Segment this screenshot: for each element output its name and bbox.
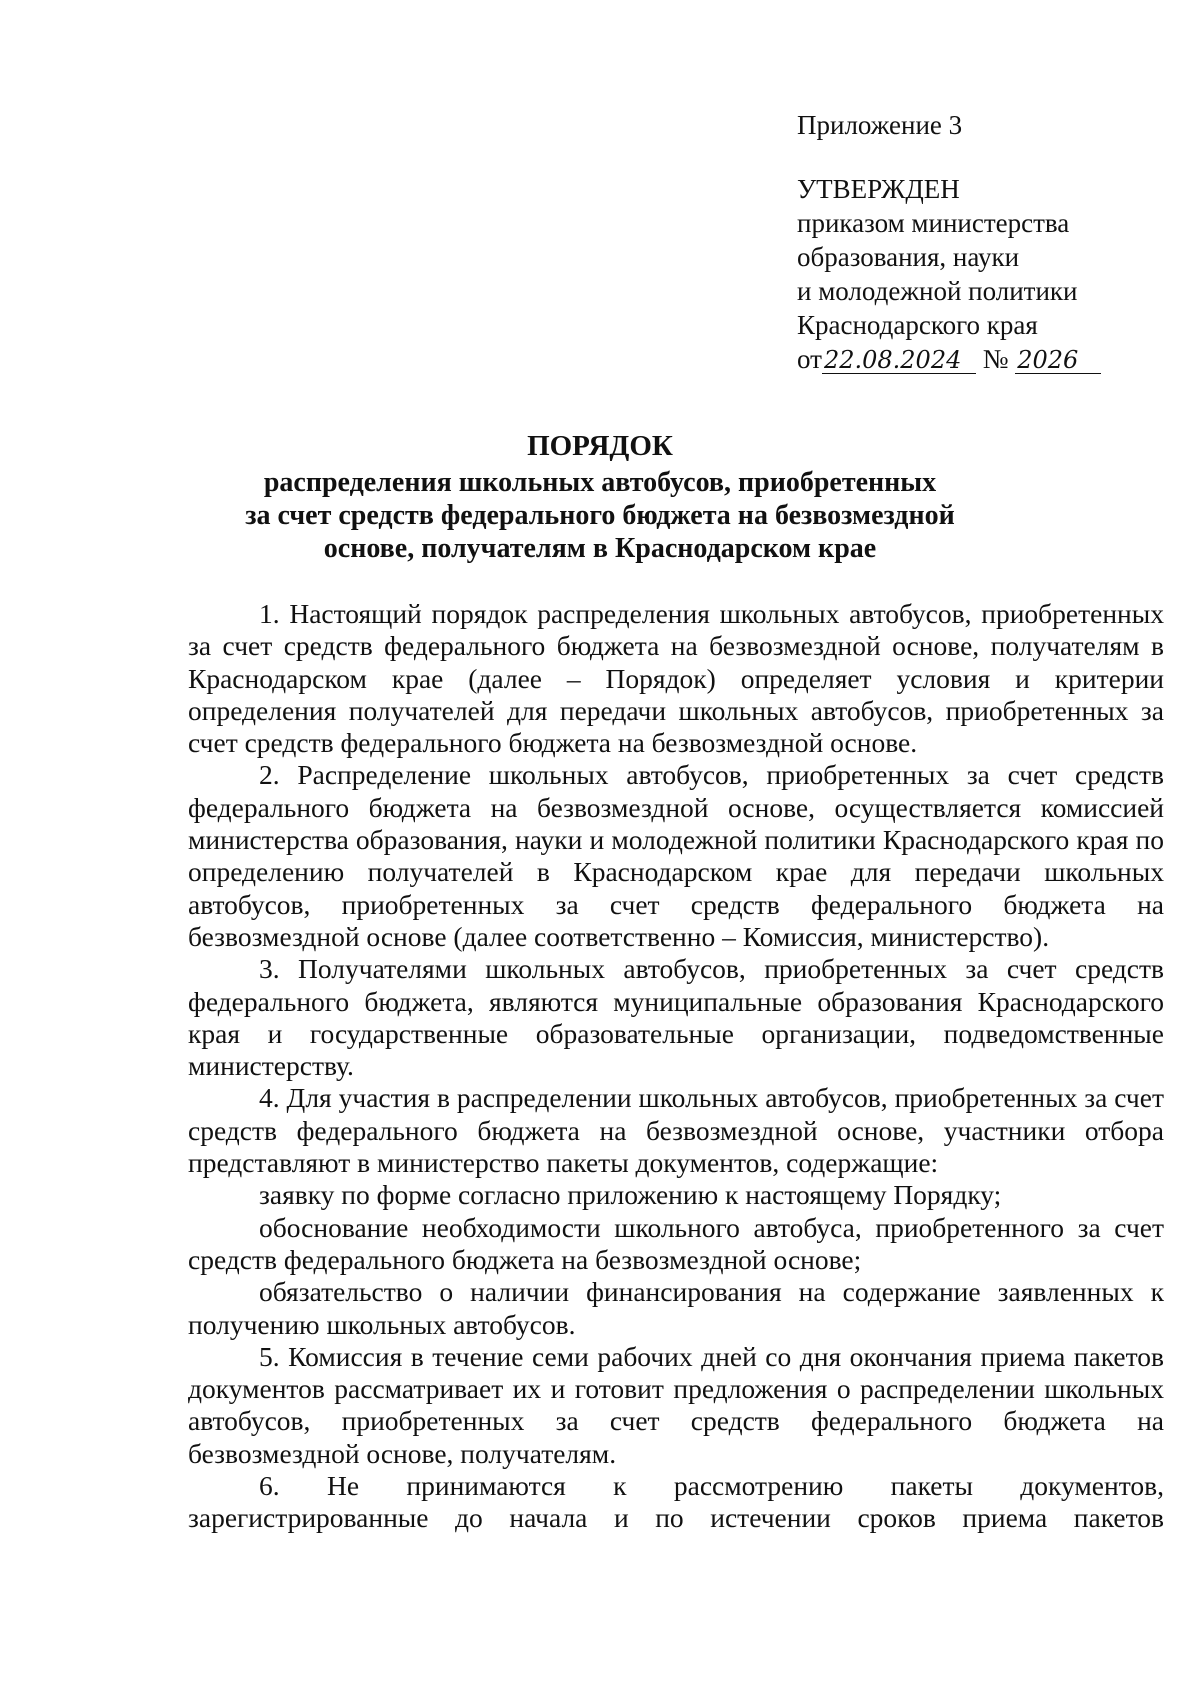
date-prefix: от xyxy=(797,344,822,374)
paragraph: 1. Настоящий порядок распределения школьных автобусов, приобретенных за счет средств федерального бюджета на безвозмездной основе, получателям в Краснодарском крае (далее – Порядок) определяет условия и критерии определения получателей для передачи школьных автобусов, приобретенных за счет средств федерального бюджета на безвозмездной основе. xyxy=(188,598,1164,759)
title-line: основе, получателям в Краснодарском крае xyxy=(323,533,877,564)
appendix-label: Приложение 3 xyxy=(797,110,963,140)
approved-by-line: приказом министерства xyxy=(797,208,1070,238)
handwritten-date: 22.08.2024 xyxy=(822,347,976,374)
paragraph: 4. Для участия в распределении школьных автобусов, приобретенных за счет средств федерального бюджета на безвозмездной основе, участники отбора представляют в министерство пакеты документов, содержащие: xyxy=(188,1082,1164,1179)
paragraph: 2. Распределение школьных автобусов, приобретенных за счет средств федерального бюджета на безвозмездной основе, осуществляется комиссией министерства образования, науки и молодежной политики Краснодарского края по определению получателей в Краснодарском крае для передачи школьных автобусов, приобретенных за счет средств федерального бюджета на безвозмездной основе (далее соответственно – Комиссия, министерство). xyxy=(188,759,1164,952)
document-title xyxy=(0,430,1200,565)
number-sign: № xyxy=(982,344,1009,374)
paragraph: 6. Не принимаются к рассмотрению пакеты документов, зарегистрированные до начала и по истечении сроков приема пакетов xyxy=(188,1470,1164,1534)
approved-by-line: Краснодарского края xyxy=(797,310,1038,340)
approved-label: УТВЕРЖДЕН xyxy=(797,174,960,204)
paragraph: заявку по форме согласно приложению к настоящему Порядку; xyxy=(259,1179,1002,1211)
paragraph: 3. Получателями школьных автобусов, приобретенных за счет средств федерального бюджета, являются муниципальные образования Краснодарского края и государственные образовательные организации, подведомственные министерству. xyxy=(188,953,1164,1082)
approved-by-line: образования, науки xyxy=(797,242,1020,272)
paragraph: обоснование необходимости школьного автобуса, приобретенного за счет средств федерального бюджета на безвозмездной основе; xyxy=(188,1211,1164,1275)
approved-by-line: и молодежной политики xyxy=(797,276,1078,306)
title-main: ПОРЯДОК xyxy=(527,430,673,462)
approval-block xyxy=(797,108,1101,376)
order-date-number xyxy=(797,342,1101,376)
paragraph: 5. Комиссия в течение семи рабочих дней со дня окончания приема пакетов документов рассматривает их и готовит предложения о распределении школьных автобусов, приобретенных за счет средств федерального бюджета на безвозмездной основе, получателям. xyxy=(188,1340,1164,1469)
handwritten-number: 2026 xyxy=(1015,347,1101,374)
paragraph: обязательство о наличии финансирования на содержание заявленных к получению школьных автобусов. xyxy=(188,1276,1164,1340)
title-line: за счет средств федерального бюджета на безвозмездной xyxy=(245,500,955,531)
document-body xyxy=(188,598,1164,1535)
title-line: распределения школьных автобусов, приобретенных xyxy=(263,467,937,498)
